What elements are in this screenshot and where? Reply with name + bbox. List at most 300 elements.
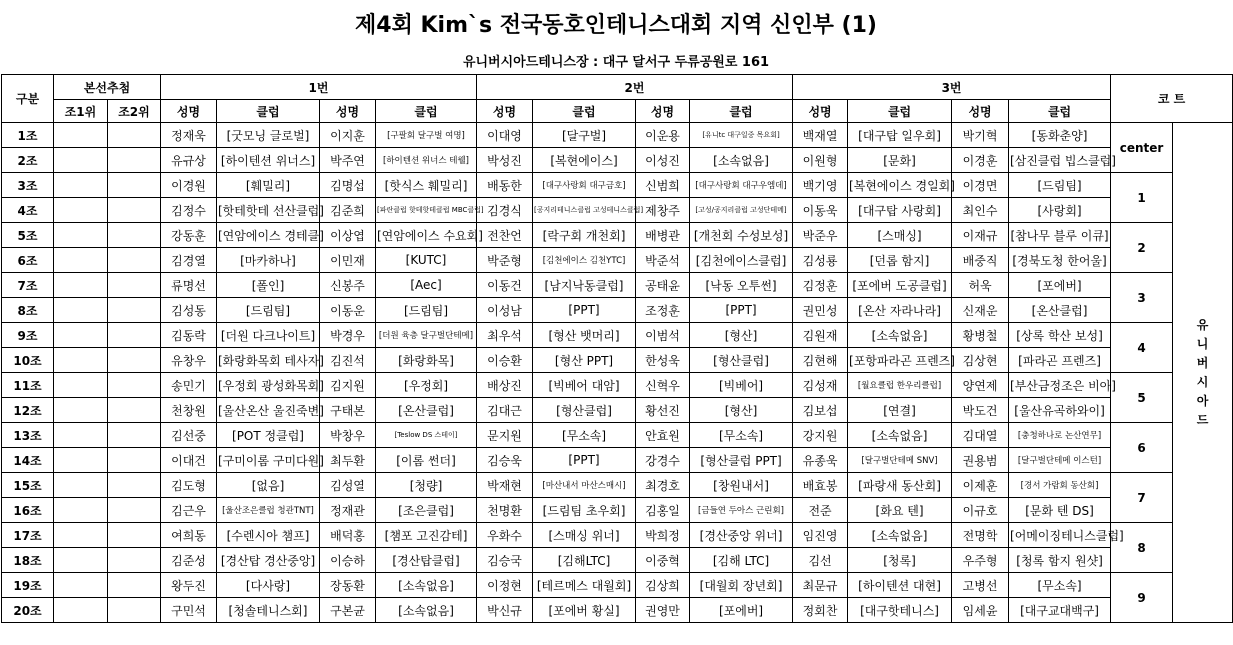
player-name: 양연제 [952,373,1009,398]
player-name: 최인수 [952,198,1009,223]
header-slot-3: 3번 [793,75,1111,100]
group-label: 18조 [2,548,54,573]
header-group: 구분 [2,75,54,123]
player-club: [복현에이스] [533,148,636,173]
player-name: 김홍일 [636,498,690,523]
header-club: 클럽 [376,100,477,123]
player-name: 임세윤 [952,598,1009,623]
header-seed: 본선추첨 [54,75,161,100]
player-name: 박창우 [320,423,376,448]
player-name: 이재규 [952,223,1009,248]
player-club: [소속없음] [848,523,952,548]
player-club: [울산조은클럽 청관TNT] [217,498,320,523]
player-club: [스매싱] [848,223,952,248]
player-name: 문지원 [477,423,533,448]
player-name: 신재운 [952,298,1009,323]
player-club: [드림팀] [217,298,320,323]
player-name: 류명선 [161,273,217,298]
player-club: [김천에이스 김천YTC] [533,248,636,273]
player-name: 김근우 [161,498,217,523]
player-club: [무소속] [690,423,793,448]
group-label: 17조 [2,523,54,548]
player-club: [굿모닝 글로벌] [217,123,320,148]
draw-body [2,123,1233,623]
player-club: [폴인] [217,273,320,298]
player-name: 여희동 [161,523,217,548]
seed-second-cell [108,173,161,198]
player-name: 김진석 [320,348,376,373]
player-name: 이승환 [477,348,533,373]
group-row [2,598,1233,623]
group-label: 3조 [2,173,54,198]
group-row [2,273,1233,298]
player-club: [빅베어 대암] [533,373,636,398]
player-name: 배중직 [952,248,1009,273]
player-club: [소속없음] [376,598,477,623]
seed-second-cell [108,273,161,298]
group-row [2,248,1233,273]
player-club: [대구교대백구] [1009,598,1111,623]
player-club: [남지낙동클럽] [533,273,636,298]
player-name: 이규호 [952,498,1009,523]
player-club: [다사랑] [217,573,320,598]
player-club: [하이텐션 대현] [848,573,952,598]
player-name: 이대영 [477,123,533,148]
seed-first-cell [54,248,108,273]
player-club: [PPT] [533,298,636,323]
player-club: [개천회 수성보성] [690,223,793,248]
player-club: [핫테핫테 선산클럽] [217,198,320,223]
group-label: 7조 [2,273,54,298]
player-club: [경서 가람회 동산회] [1009,473,1111,498]
player-name: 구태본 [320,398,376,423]
group-row [2,223,1233,248]
group-label: 1조 [2,123,54,148]
group-row [2,298,1233,323]
player-club: [월요클럽 한우리클럽] [848,373,952,398]
seed-first-cell [54,298,108,323]
player-name: 배병관 [636,223,690,248]
player-name: 김현해 [793,348,848,373]
player-club: [참나무 블루 이큐] [1009,223,1111,248]
player-club: [동화춘양] [1009,123,1111,148]
player-name: 박기혁 [952,123,1009,148]
player-club: [달구벌단테메 이스턴] [1009,448,1111,473]
group-row [2,123,1233,148]
player-club: [화랑화목회 테사자] [217,348,320,373]
seed-first-cell [54,573,108,598]
player-name: 신봉주 [320,273,376,298]
group-label: 12조 [2,398,54,423]
player-name: 박경우 [320,323,376,348]
player-club: [온산클럽] [1009,298,1111,323]
seed-second-cell [108,498,161,523]
header-name: 성명 [161,100,217,123]
player-club: [Teslow DS 스테이] [376,423,477,448]
group-row [2,448,1233,473]
seed-second-cell [108,298,161,323]
player-club: [울산유곡하와이] [1009,398,1111,423]
header-slot-2: 2번 [477,75,793,100]
player-club: [형산클럽 PPT] [690,448,793,473]
player-club: [구미이롬 구미다원] [217,448,320,473]
header-name: 성명 [636,100,690,123]
player-club: [경산탑클럽] [376,548,477,573]
player-club: [어메이징테니스클럽] [1009,523,1111,548]
player-club: [연암에이스 수요회] [376,223,477,248]
player-club: [경산중앙 위너] [690,523,793,548]
seed-second-cell [108,348,161,373]
court-number: 8 [1111,523,1173,573]
player-name: 장동환 [320,573,376,598]
player-club: [훼밀리] [217,173,320,198]
player-club: [김해LTC] [533,548,636,573]
seed-first-cell [54,173,108,198]
player-club: [포항파라곤 프렌즈] [848,348,952,373]
player-club: [PPT] [533,448,636,473]
player-name: 김정수 [161,198,217,223]
player-name: 우주형 [952,548,1009,573]
venue-name: 유 니 버 시 아 드 [1173,123,1233,623]
court-number: 5 [1111,373,1173,423]
player-name: 한성욱 [636,348,690,373]
player-club: [공지리테니스클럽 고성테니스클럽] [533,198,636,223]
seed-second-cell [108,148,161,173]
player-name: 김정훈 [793,273,848,298]
player-name: 김성열 [320,473,376,498]
group-label: 6조 [2,248,54,273]
player-club: [문화] [848,148,952,173]
player-club: [소속없음] [690,148,793,173]
player-club: [형산클럽] [690,348,793,373]
player-name: 박준우 [793,223,848,248]
player-name: 박희정 [636,523,690,548]
player-club: [구팔회 달구벌 여명] [376,123,477,148]
player-name: 강동훈 [161,223,217,248]
player-club: [소속없음] [848,423,952,448]
player-name: 최두환 [320,448,376,473]
seed-first-cell [54,448,108,473]
player-name: 박성진 [477,148,533,173]
player-club: [형산] [690,398,793,423]
seed-second-cell [108,523,161,548]
player-club: [대구탑 일우회] [848,123,952,148]
player-name: 정재욱 [161,123,217,148]
player-club: [금들연 두아스 근린회] [690,498,793,523]
group-label: 9조 [2,323,54,348]
group-row [2,348,1233,373]
player-name: 이정현 [477,573,533,598]
group-row [2,473,1233,498]
player-name: 조정훈 [636,298,690,323]
player-name: 임진영 [793,523,848,548]
seed-first-cell [54,398,108,423]
player-name: 김성재 [793,373,848,398]
player-club: [하이텐션 위너스] [217,148,320,173]
player-club: [달구벌] [533,123,636,148]
player-club: [대구핫테니스] [848,598,952,623]
player-club: [형산 뱃머리] [533,323,636,348]
player-club: [포에버] [690,598,793,623]
player-club: [창원내서] [690,473,793,498]
player-name: 백기영 [793,173,848,198]
player-club: [소속없음] [376,573,477,598]
header-club: 클럽 [690,100,793,123]
player-club: [락구회 개천회] [533,223,636,248]
player-club: [드림팀] [376,298,477,323]
player-name: 배동한 [477,173,533,198]
header-seed-first: 조1위 [54,100,108,123]
player-club: [PPT] [690,298,793,323]
player-club: [문화 텐 DS] [1009,498,1111,523]
player-name: 김동락 [161,323,217,348]
player-club: [소속없음] [848,323,952,348]
player-club: [포에버 황실] [533,598,636,623]
player-name: 김선 [793,548,848,573]
player-name: 이성진 [636,148,690,173]
player-club: [청록] [848,548,952,573]
player-club: [KUTC] [376,248,477,273]
group-row [2,523,1233,548]
player-name: 강경수 [636,448,690,473]
player-club: [더원 육층 달구벌단테메] [376,323,477,348]
player-name: 김대열 [952,423,1009,448]
player-club: [연결] [848,398,952,423]
player-name: 송민기 [161,373,217,398]
group-row [2,198,1233,223]
seed-first-cell [54,348,108,373]
player-club: [온산 자라나라] [848,298,952,323]
player-name: 이성남 [477,298,533,323]
group-label: 4조 [2,198,54,223]
player-name: 김선중 [161,423,217,448]
seed-second-cell [108,573,161,598]
player-club: [POT 정클럽] [217,423,320,448]
player-club: [수렌시아 챔프] [217,523,320,548]
player-name: 구민석 [161,598,217,623]
player-name: 배덕홍 [320,523,376,548]
player-club: [청솔테니스회] [217,598,320,623]
player-name: 박신규 [477,598,533,623]
court-number: 2 [1111,223,1173,273]
player-club: [고성/공지리클럽 고성단테메] [690,198,793,223]
seed-first-cell [54,523,108,548]
player-club: [복현에이스 경일회] [848,173,952,198]
player-name: 김준성 [161,548,217,573]
player-club: [포에버] [1009,273,1111,298]
player-name: 김승욱 [477,448,533,473]
player-club: [부산금정조은 비아] [1009,373,1111,398]
player-club: [충청하나로 논산연무] [1009,423,1111,448]
player-club: [대구사랑회 대구금호] [533,173,636,198]
player-name: 배상진 [477,373,533,398]
player-name: 김상희 [636,573,690,598]
player-club: [던롭 함지] [848,248,952,273]
player-name: 김승국 [477,548,533,573]
player-club: [우정회 광성화목회] [217,373,320,398]
header-name: 성명 [320,100,376,123]
player-name: 전찬언 [477,223,533,248]
player-name: 허욱 [952,273,1009,298]
seed-first-cell [54,423,108,448]
player-name: 박주연 [320,148,376,173]
player-name: 최경호 [636,473,690,498]
player-club: [상록 학산 보성] [1009,323,1111,348]
seed-first-cell [54,373,108,398]
seed-second-cell [108,198,161,223]
player-name: 이경면 [952,173,1009,198]
group-label: 2조 [2,148,54,173]
player-name: 이원형 [793,148,848,173]
player-name: 전명학 [952,523,1009,548]
player-name: 이상엽 [320,223,376,248]
player-name: 천창원 [161,398,217,423]
seed-second-cell [108,448,161,473]
header-seed-second: 조2위 [108,100,161,123]
group-row [2,398,1233,423]
seed-second-cell [108,548,161,573]
player-name: 이대건 [161,448,217,473]
player-club: [하이텐션 위너스 테웰] [376,148,477,173]
player-club: [챔포 고진감테] [376,523,477,548]
player-name: 김도형 [161,473,217,498]
player-name: 이운용 [636,123,690,148]
group-row [2,148,1233,173]
player-club: [핫식스 훼밀리] [376,173,477,198]
player-club: [무소속] [533,423,636,448]
seed-second-cell [108,123,161,148]
seed-second-cell [108,373,161,398]
player-club: [파라곤 프렌즈] [1009,348,1111,373]
player-name: 황병철 [952,323,1009,348]
player-club: [연암에이스 경테클] [217,223,320,248]
player-name: 김경열 [161,248,217,273]
group-row [2,423,1233,448]
player-name: 왕두진 [161,573,217,598]
player-club: [대월회 장년회] [690,573,793,598]
player-club: [울산온산 울진죽변] [217,398,320,423]
seed-first-cell [54,598,108,623]
player-club: [빅베어] [690,373,793,398]
seed-second-cell [108,223,161,248]
player-name: 유창우 [161,348,217,373]
seed-first-cell [54,223,108,248]
player-club: [드림팀] [1009,173,1111,198]
player-club: [포에버 도공클럽] [848,273,952,298]
player-name: 김준희 [320,198,376,223]
player-club: [사랑회] [1009,198,1111,223]
group-row [2,573,1233,598]
player-name: 유규상 [161,148,217,173]
player-club: [삼진클럽 빕스클럽] [1009,148,1111,173]
header-name: 성명 [793,100,848,123]
seed-first-cell [54,548,108,573]
player-name: 이동운 [320,298,376,323]
player-name: 정재관 [320,498,376,523]
player-name: 신혁우 [636,373,690,398]
player-club: [Aec] [376,273,477,298]
player-name: 박도건 [952,398,1009,423]
player-name: 배효봉 [793,473,848,498]
player-name: 김상현 [952,348,1009,373]
player-club: [김천에이스클럽] [690,248,793,273]
player-name: 이중혁 [636,548,690,573]
player-name: 정회찬 [793,598,848,623]
player-name: 황선진 [636,398,690,423]
player-name: 김보섭 [793,398,848,423]
player-club: [마카하나] [217,248,320,273]
player-club: [형산] [690,323,793,348]
header-name: 성명 [952,100,1009,123]
header-club: 클럽 [217,100,320,123]
player-club: [없음] [217,473,320,498]
player-club: [스매싱 위너] [533,523,636,548]
court-number: 1 [1111,173,1173,223]
player-name: 이범석 [636,323,690,348]
player-name: 이지훈 [320,123,376,148]
group-label: 11조 [2,373,54,398]
player-name: 김원재 [793,323,848,348]
player-club: [이롬 썬더] [376,448,477,473]
player-name: 권영만 [636,598,690,623]
player-name: 김명섭 [320,173,376,198]
header-club: 클럽 [533,100,636,123]
player-name: 고병선 [952,573,1009,598]
player-name: 김지원 [320,373,376,398]
player-name: 김성룡 [793,248,848,273]
court-number: 7 [1111,473,1173,523]
player-club: [대구사랑회 대구우엠데] [690,173,793,198]
player-club: [화요 텐] [848,498,952,523]
seed-second-cell [108,398,161,423]
group-label: 16조 [2,498,54,523]
player-name: 강지원 [793,423,848,448]
player-club: [청량] [376,473,477,498]
player-club: [달구벌단테메 SNV] [848,448,952,473]
player-name: 이경원 [161,173,217,198]
seed-first-cell [54,473,108,498]
group-label: 19조 [2,573,54,598]
player-name: 전준 [793,498,848,523]
group-label: 5조 [2,223,54,248]
seed-second-cell [108,473,161,498]
court-number: center [1111,123,1173,173]
header-name: 성명 [477,100,533,123]
header-club: 클럽 [1009,100,1111,123]
seed-first-cell [54,148,108,173]
page-title: 제4회 Kim`s 전국동호인테니스대회 지역 신인부 (1) [355,13,877,38]
court-number: 4 [1111,323,1173,373]
group-label: 15조 [2,473,54,498]
seed-second-cell [108,323,161,348]
player-club: [더원 다크나이트] [217,323,320,348]
player-club: [대구탑 사랑회] [848,198,952,223]
player-name: 김성동 [161,298,217,323]
court-number: 6 [1111,423,1173,473]
header-court: 코 트 [1111,75,1233,123]
player-name: 이승하 [320,548,376,573]
player-club: [형산 PPT] [533,348,636,373]
seed-first-cell [54,323,108,348]
seed-second-cell [108,598,161,623]
header-slot-1: 1번 [161,75,477,100]
player-name: 제창주 [636,198,690,223]
player-name: 유종욱 [793,448,848,473]
group-row [2,173,1233,198]
group-row [2,498,1233,523]
player-club: [김해 LTC] [690,548,793,573]
player-name: 공태윤 [636,273,690,298]
